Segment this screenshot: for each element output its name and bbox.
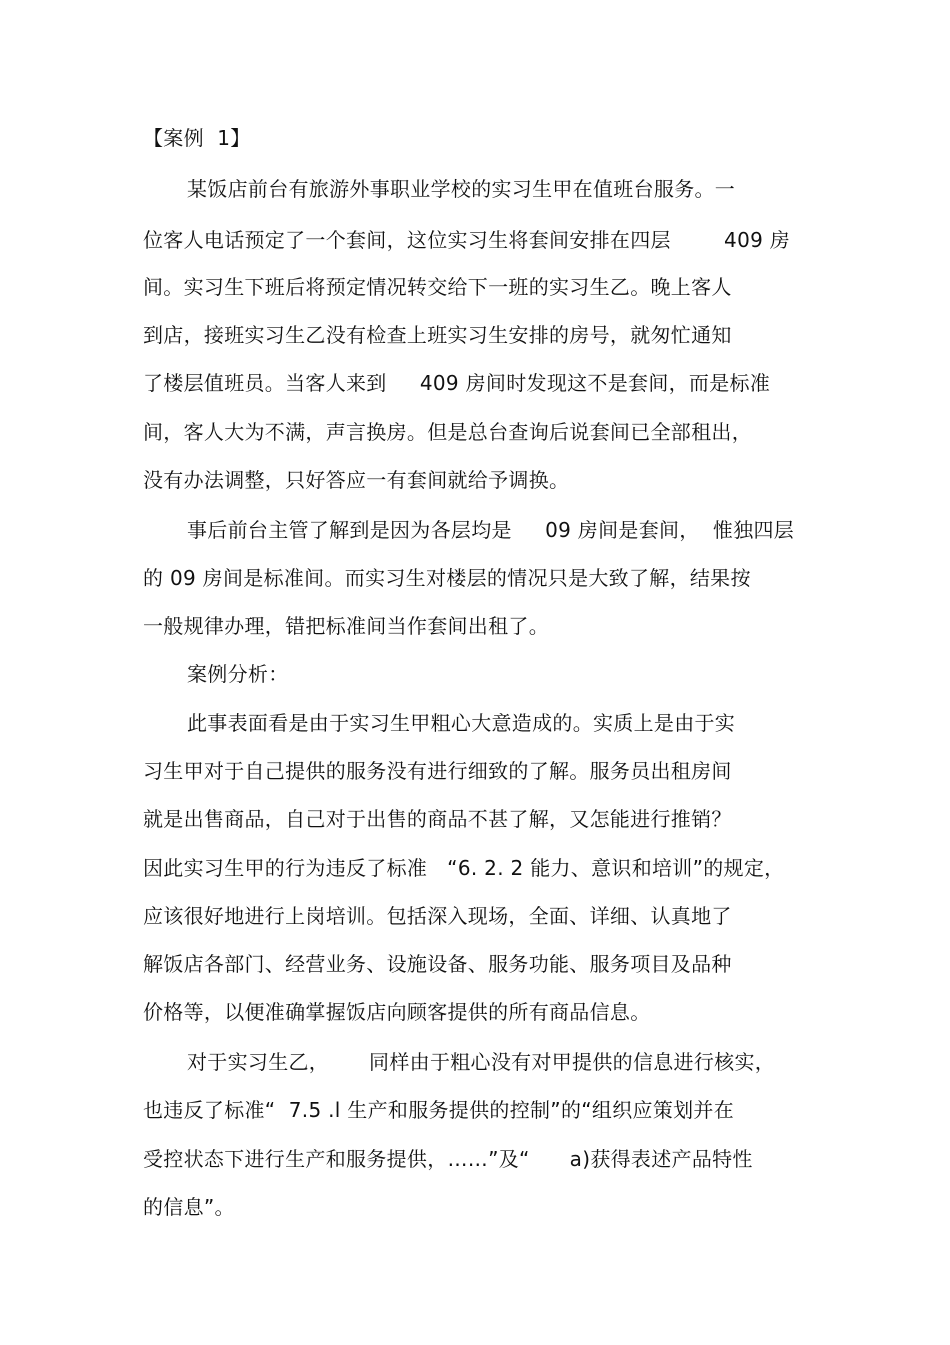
paragraph-2-line-1: 事后前台主管了解到是因为各层均是 09 房间是套间， 惟独四层 xyxy=(187,518,795,542)
paragraph-1-line-7: 没有办法调整，只好答应一有套间就给予调换。 xyxy=(143,468,570,492)
paragraph-3-line-1: 此事表面看是由于实习生甲粗心大意造成的。实质上是由于实 xyxy=(187,711,736,735)
paragraph-1-line-4: 到店，接班实习生乙没有检查上班实习生安排的房号，就匆忙通知 xyxy=(143,323,732,347)
paragraph-1-line-3: 间。实习生下班后将预定情况转交给下一班的实习生乙。晚上客人 xyxy=(143,275,732,299)
paragraph-1-line-1: 某饭店前台有旅游外事职业学校的实习生甲在值班台服务。一 xyxy=(187,177,736,201)
analysis-label: 案例分析： xyxy=(187,662,289,686)
paragraph-3-line-4: 因此实习生甲的行为违反了标准 “6. 2. 2 能力、意识和培训”的规定， xyxy=(143,856,785,880)
case-heading: 【案例 1】 xyxy=(143,126,251,150)
paragraph-3-line-5: 应该很好地进行上岗培训。包括深入现场，全面、详细、认真地了 xyxy=(143,904,732,928)
paragraph-3-line-6: 解饭店各部门、经营业务、设施设备、服务功能、服务项目及品种 xyxy=(143,952,732,976)
paragraph-4-line-3: 受控状态下进行生产和服务提供，……”及“ a)获得表述产品特性 xyxy=(143,1147,753,1171)
paragraph-4-line-2: 也违反了标准“ 7.5 .l 生产和服务提供的控制”的“组织应策划并在 xyxy=(143,1098,735,1122)
paragraph-3-line-2: 习生甲对于自己提供的服务没有进行细致的了解。服务员出租房间 xyxy=(143,759,732,783)
paragraph-1-line-6: 间，客人大为不满，声言换房。但是总台查询后说套间已全部租出， xyxy=(143,420,752,444)
paragraph-4-line-4: 的信息”。 xyxy=(143,1195,235,1219)
paragraph-4-line-1: 对于实习生乙， 同样由于粗心没有对甲提供的信息进行核实， xyxy=(187,1050,776,1074)
paragraph-2-line-2: 的 09 房间是标准间。而实习生对楼层的情况只是大致了解，结果按 xyxy=(143,566,751,590)
paragraph-3-line-3: 就是出售商品，自己对于出售的商品不甚了解，又怎能进行推销？ xyxy=(143,807,732,831)
paragraph-1-line-5: 了楼层值班员。当客人来到 409 房间时发现这不是套间，而是标准 xyxy=(143,371,771,395)
paragraph-3-line-7: 价格等，以便准确掌握饭店向顾客提供的所有商品信息。 xyxy=(143,1000,651,1024)
paragraph-2-line-3: 一般规律办理，错把标准间当作套间出租了。 xyxy=(143,614,549,638)
paragraph-1-line-2: 位客人电话预定了一个套间，这位实习生将套间安排在四层 409 房 xyxy=(143,228,791,252)
